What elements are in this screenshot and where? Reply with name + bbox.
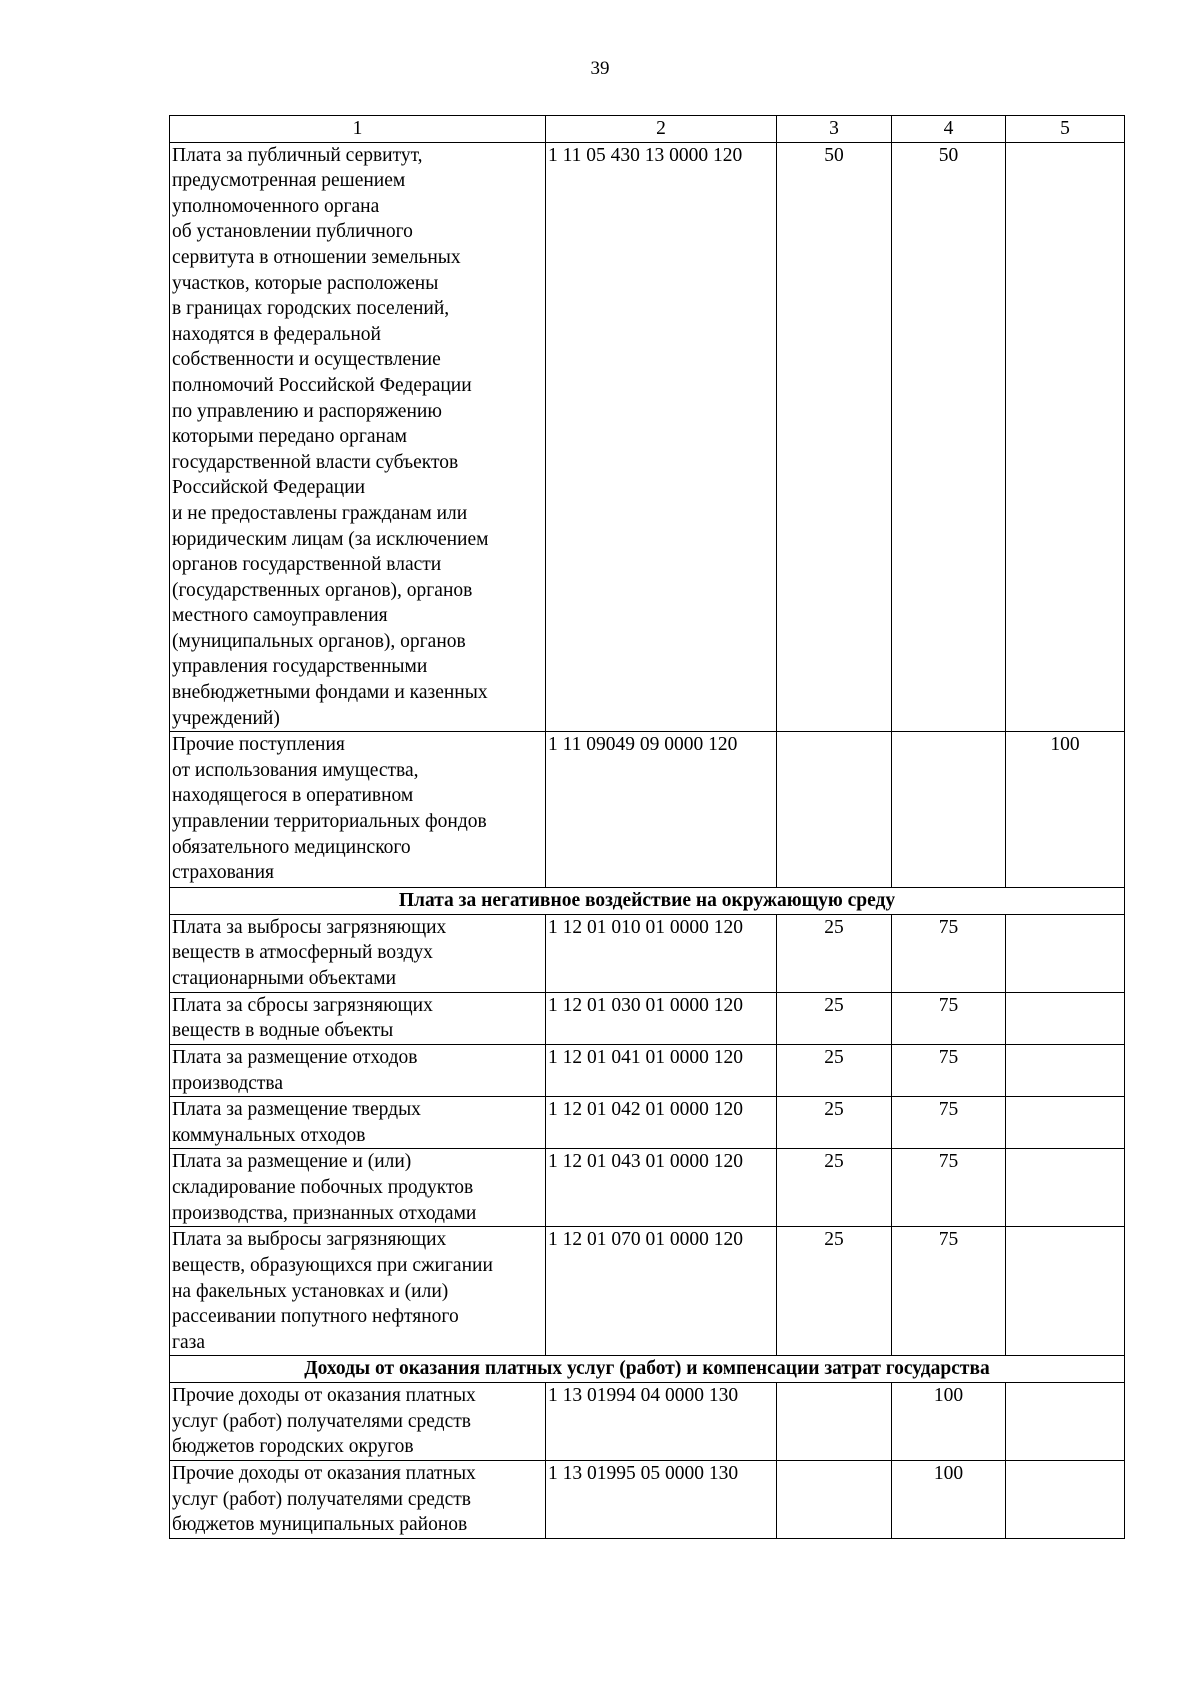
budget-code-cell: 1 12 01 010 01 0000 120: [546, 914, 777, 992]
column-5-value: [1006, 1461, 1125, 1539]
column-4-value: 75: [892, 1097, 1006, 1149]
column-3-value: 25: [777, 1097, 892, 1149]
budget-code-cell: 1 13 01994 04 0000 130: [546, 1383, 777, 1461]
income-name-cell: Плата за сбросы загрязняющих веществ в водные объекты: [170, 992, 546, 1044]
column-4-value: 100: [892, 1461, 1006, 1539]
column-3-value: 25: [777, 992, 892, 1044]
income-name-cell: Плата за размещение и (или) складирование побочных продуктов производства, признанных отходами: [170, 1149, 546, 1227]
header-cell: 5: [1006, 116, 1125, 143]
column-5-value: [1006, 992, 1125, 1044]
column-4-value: 75: [892, 1149, 1006, 1227]
column-5-value: [1006, 1045, 1125, 1097]
table-row: [170, 1461, 1125, 1539]
column-3-value: 25: [777, 1149, 892, 1227]
income-name-cell: Прочие доходы от оказания платных услуг (работ) получателями средств бюджетов муниципальных районов: [170, 1461, 546, 1539]
column-3-value: [777, 1461, 892, 1539]
column-5-value: [1006, 1149, 1125, 1227]
section-heading: Плата за негативное воздействие на окружающую среду: [170, 888, 1125, 915]
budget-code-cell: 1 12 01 070 01 0000 120: [546, 1227, 777, 1356]
column-5-value: 100: [1006, 732, 1125, 888]
header-cell: 2: [546, 116, 777, 143]
table-row: [170, 1227, 1125, 1356]
column-5-value: [1006, 1383, 1125, 1461]
table-row: [170, 1045, 1125, 1097]
income-name-cell: Плата за выбросы загрязняющих веществ в атмосферный воздух стационарными объектами: [170, 914, 546, 992]
budget-code-cell: 1 12 01 043 01 0000 120: [546, 1149, 777, 1227]
column-3-value: [777, 732, 892, 888]
table-row: [170, 1383, 1125, 1461]
table-row: [170, 142, 1125, 732]
budget-code-cell: 1 11 09049 09 0000 120: [546, 732, 777, 888]
column-4-value: 75: [892, 914, 1006, 992]
budget-code-cell: 1 12 01 042 01 0000 120: [546, 1097, 777, 1149]
column-3-value: 25: [777, 914, 892, 992]
section-heading-row: [170, 1356, 1125, 1383]
section-heading: Доходы от оказания платных услуг (работ) и компенсации затрат государства: [170, 1356, 1125, 1383]
column-3-value: [777, 1383, 892, 1461]
column-3-value: 50: [777, 142, 892, 732]
income-name-cell: Прочие доходы от оказания платных услуг (работ) получателями средств бюджетов городских округов: [170, 1383, 546, 1461]
budget-code-cell: 1 12 01 041 01 0000 120: [546, 1045, 777, 1097]
column-4-value: [892, 732, 1006, 888]
income-name-cell: Прочие поступления от использования имущества, находящегося в оперативном управлении территориальных фондов обязательного медицинского страхования: [170, 732, 546, 888]
page-number: 39: [590, 58, 610, 79]
section-heading-row: [170, 888, 1125, 915]
header-cell: 1: [170, 116, 546, 143]
header-cell: 4: [892, 116, 1006, 143]
income-name-cell: Плата за размещение отходов производства: [170, 1045, 546, 1097]
column-5-value: [1006, 1097, 1125, 1149]
column-5-value: [1006, 914, 1125, 992]
budget-code-cell: 1 12 01 030 01 0000 120: [546, 992, 777, 1044]
column-5-value: [1006, 142, 1125, 732]
table-row: [170, 732, 1125, 888]
column-4-value: 75: [892, 1227, 1006, 1356]
table-row: [170, 992, 1125, 1044]
income-name-cell: Плата за выбросы загрязняющих веществ, образующихся при сжигании на факельных установках и (или) рассеивании попутного нефтяного газа: [170, 1227, 546, 1356]
column-4-value: 100: [892, 1383, 1006, 1461]
header-cell: 3: [777, 116, 892, 143]
revenue-distribution-table: [169, 115, 1125, 1539]
column-3-value: 25: [777, 1045, 892, 1097]
income-name-cell: Плата за публичный сервитут, предусмотренная решением уполномоченного органа об установлении публичного сервитута в отношении земельных участков, которые расположены в границах городских поселений, находятся в федеральной собственности и осуществление полномочий Российской Федерации по управлению и распоряжению которыми передано органам государственной власти субъектов Российской Федерации и не предоставлены гражданам или юридическим лицам (за исключением органов государственной власти (государственных органов), органов местного самоуправления (муниципальных органов), органов управления государственными внебюджетными фондами и казенных учреждений): [170, 142, 546, 732]
table-header-row: [170, 116, 1125, 143]
table-row: [170, 1097, 1125, 1149]
budget-code-cell: 1 13 01995 05 0000 130: [546, 1461, 777, 1539]
budget-code-cell: 1 11 05 430 13 0000 120: [546, 142, 777, 732]
column-3-value: 25: [777, 1227, 892, 1356]
column-5-value: [1006, 1227, 1125, 1356]
column-4-value: 75: [892, 992, 1006, 1044]
column-4-value: 50: [892, 142, 1006, 732]
column-4-value: 75: [892, 1045, 1006, 1097]
income-name-cell: Плата за размещение твердых коммунальных отходов: [170, 1097, 546, 1149]
table-row: [170, 914, 1125, 992]
table-row: [170, 1149, 1125, 1227]
